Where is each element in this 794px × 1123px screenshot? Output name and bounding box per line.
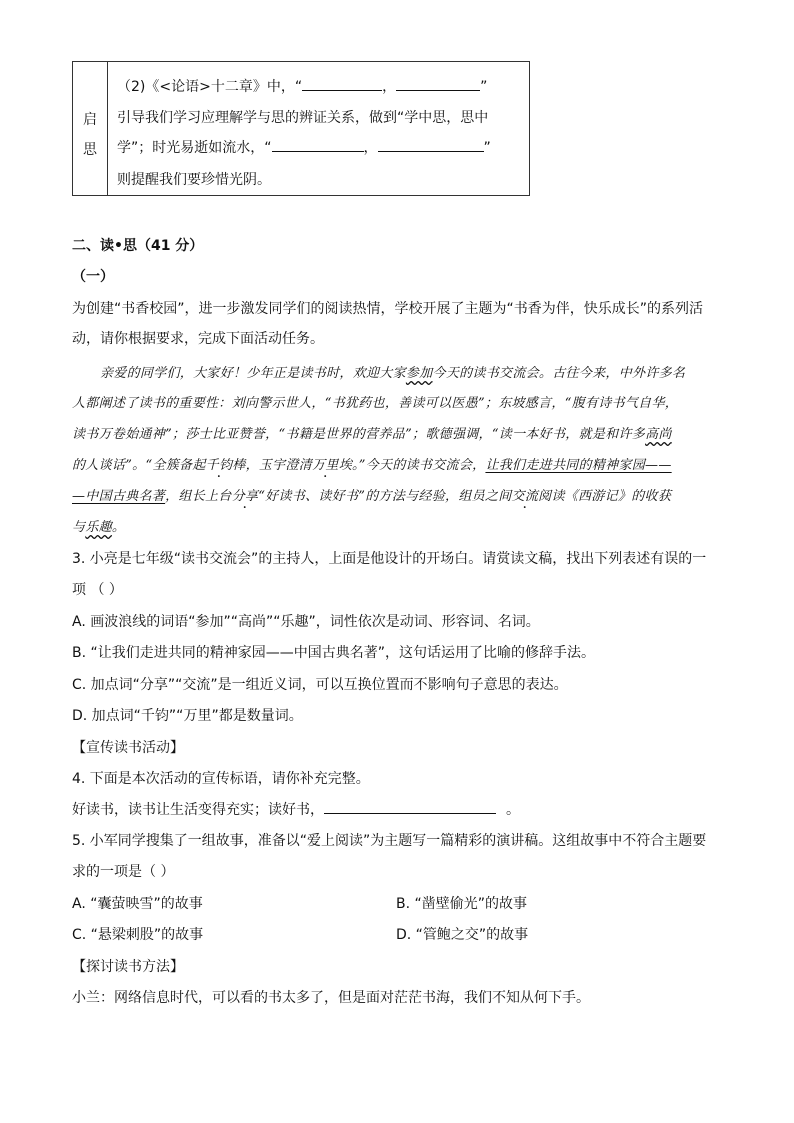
- blank-3[interactable]: [272, 137, 364, 152]
- blank-2[interactable]: [396, 76, 480, 91]
- section-sub: （一）: [72, 269, 114, 285]
- q5-stem-2: 求的一项是（ ）: [72, 864, 175, 880]
- block-heading-promote: 【宣传读书活动】: [72, 740, 184, 756]
- intro-line-2: 动，请你根据要求，完成下面活动任务。: [72, 331, 324, 347]
- q5-option-b[interactable]: B. “凿壁偷光”的故事: [396, 896, 528, 912]
- q3-stem-2: 项 （ ）: [72, 582, 123, 598]
- q3-option-b[interactable]: B. “让我们走进共同的精神家园——中国古典名著”，这句话运用了比喻的修辞手法。: [72, 645, 596, 661]
- table-divider: [107, 62, 108, 195]
- underlined-sentence-part-1: 让我们走进共同的精神家园——: [485, 458, 672, 473]
- passage-line-5: —中国古典名著，组长上台分享“好读书、读好书”的方法与经验，组员之间交流阅读《西游记》的收获: [72, 489, 672, 504]
- q3-stem-1: 3. 小亮是七年级“读书交流会”的主持人，上面是他设计的开场白。请赏读文稿，找出下列表述有误的一: [72, 551, 707, 567]
- dotted-word-wanli: 万里: [312, 458, 339, 473]
- q5-stem-1: 5. 小军同学搜集了一组故事，准备以“爱上阅读”为主题写一篇精彩的演讲稿。这组故事中不符合主题要: [72, 833, 707, 849]
- q4-blank[interactable]: [324, 799, 496, 814]
- blank-1[interactable]: [302, 76, 382, 91]
- q3-option-a[interactable]: A. 画波浪线的词语“参加”“高尚”“乐趣”，词性依次是动词、形容词、名词。: [72, 614, 540, 630]
- q5-option-a[interactable]: A. “囊萤映雪”的故事: [72, 896, 203, 912]
- passage-line-2: 人都阐述了读书的重要性：刘向警示世人，“书犹药也，善读可以医愚”；东坡感言，“腹有诗书气自华，: [72, 396, 679, 411]
- dotted-word-fenxiang: 分享: [231, 489, 259, 504]
- q3-option-c[interactable]: C. 加点词“分享”“交流”是一组近义词，可以互换位置而不影响句子意思的表达。: [72, 677, 568, 693]
- side-label-si: 思: [83, 142, 97, 158]
- passage-line-3: 读书万卷始通神”；莎士比亚赞誉，“书籍是世界的营养品”；歌德强调，“读一本好书，就是和许多高尚: [72, 427, 672, 442]
- q3-option-d[interactable]: D. 加点词“千钧”“万里”都是数量词。: [72, 708, 303, 724]
- dotted-word-jiaoliu: 交流: [511, 489, 539, 504]
- table-line-2: 引导我们学习应理解学与思的辨证关系，做到“学中思，思中: [117, 110, 489, 126]
- q5-option-d[interactable]: D. “管鲍之交”的故事: [396, 927, 529, 943]
- passage-line-6: 与乐趣。: [72, 520, 126, 535]
- intro-line-1: 为创建“书香校园”，进一步激发同学们的阅读热情，学校开展了主题为“书香为伴，快乐成长”的系列活: [72, 301, 704, 317]
- block-heading-method: 【探讨读书方法】: [72, 959, 184, 975]
- passage-line-1: 亲爱的同学们，大家好！少年正是读书时，欢迎大家参加今天的读书交流会。古往今来，中外许多名: [100, 366, 686, 381]
- q4-line: 好读书，读书让生活变得充实；读好书， 。: [72, 799, 520, 819]
- side-label-qi: 启: [83, 112, 97, 128]
- underlined-sentence-part-2: —中国古典名著: [72, 489, 166, 504]
- blank-4[interactable]: [378, 137, 484, 152]
- section-title: 二、读•思（41 分）: [72, 238, 204, 254]
- wavy-word-lequ: 乐趣: [85, 520, 112, 535]
- xiaolan-line: 小兰：网络信息时代，可以看的书太多了，但是面对茫茫书海，我们不知从何下手。: [72, 990, 590, 1006]
- q5-option-c[interactable]: C. “悬梁刺股”的故事: [72, 927, 204, 943]
- table-line-3: 学”；时光易逝如流水，“ ， ”: [117, 137, 491, 157]
- wavy-word-gaoshang: 高尚: [645, 427, 672, 442]
- table-line-1: （2)《<论语>十二章》中，“ ， ”: [117, 76, 487, 96]
- dotted-word-qianjun: 千钧: [205, 458, 233, 473]
- wavy-word-canjia: 参加: [405, 366, 433, 381]
- passage-line-4: 的人谈话”。“全簇备起千钧棒，玉宇澄清万里埃。”今天的读书交流会，让我们走进共同的精神家园——: [72, 458, 672, 473]
- reflection-table: [72, 61, 530, 196]
- table-line-4: 则提醒我们要珍惜光阴。: [117, 172, 271, 188]
- q4-stem: 4. 下面是本次活动的宣传标语，请你补充完整。: [72, 771, 370, 787]
